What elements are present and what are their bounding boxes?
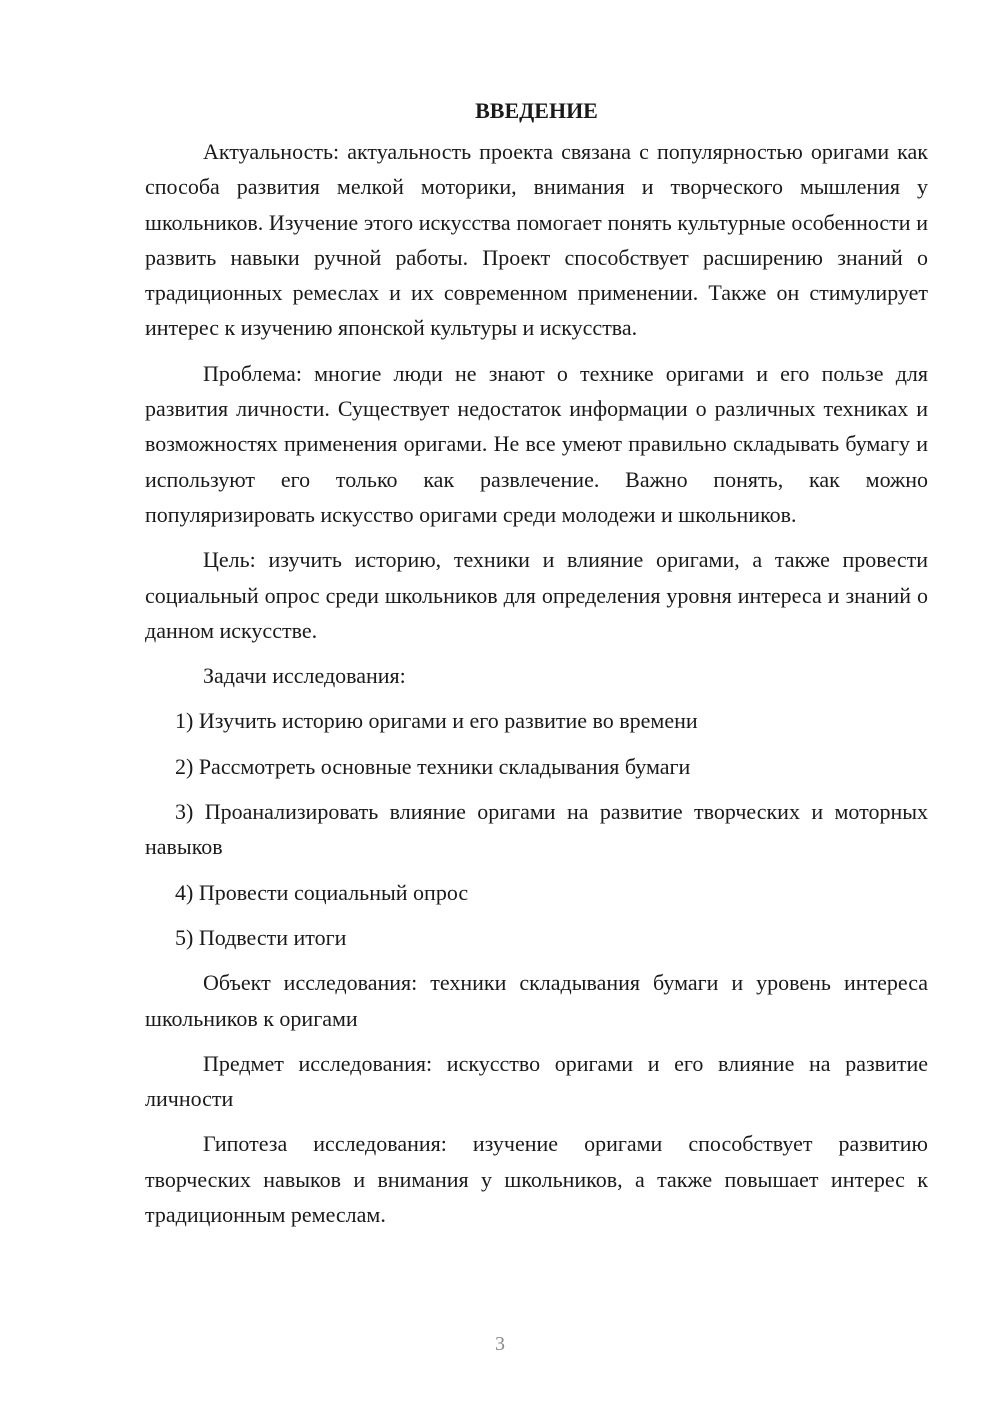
task-item-3: 3) Проанализировать влияние оригами на развитие творческих и моторных навыков	[145, 799, 928, 860]
paragraph-subject: Предмет исследования: искусство оригами и его влияние на развитие личности	[145, 1050, 928, 1112]
task-item-2: 2) Рассмотреть основные техники складывания бумаги	[175, 753, 691, 779]
section-title: ВВЕДЕНИЕ	[475, 98, 598, 123]
task-item-4: 4) Провести социальный опрос	[175, 879, 469, 905]
task-item-1: 1) Изучить историю оригами и его развитие во времени	[175, 708, 698, 734]
paragraph-hypothesis: Гипотеза исследования: изучение оригами способствует развитию творческих навыков и внимания у школьников, а также повышает интерес к традиционным ремеслам.	[145, 1131, 928, 1228]
paragraph-object: Объект исследования: техники складывания бумаги и уровень интереса школьников к оригами	[145, 970, 928, 1031]
paragraph-relevance: Актуальность: актуальность проекта связана с популярностью оригами как способа развития мелкой моторики, внимания и творческого мышления у школьников. Изучение этого искусства помогает понять культурные особенности и развить навыки ручной работы. Проект способствует расширению знаний о традиционных ремеслах и их современном применении. Также он стимулирует интерес к изучению японской культуры и искусства.	[145, 139, 928, 341]
document-page	[145, 96, 928, 1242]
task-item-5: 5) Подвести итоги	[175, 924, 347, 950]
paragraph-goal: Цель: изучить историю, техники и влияние оригами, а также провести социальный опрос среди школьников для определения уровня интереса и знаний о данном искусстве.	[145, 547, 928, 643]
paragraph-problem: Проблема: многие люди не знают о технике оригами и его пользе для развития личности. Существует недостаток информации о различных техниках и возможностях применения оригами. Не все умеют правильно складывать бумагу и используют его только как развлечение. Важно понять, как можно популяризировать искусство оригами среди молодежи и школьников.	[145, 360, 928, 527]
page-number: 3	[495, 1333, 505, 1355]
paragraph-tasks-heading: Задачи исследования:	[203, 663, 406, 689]
